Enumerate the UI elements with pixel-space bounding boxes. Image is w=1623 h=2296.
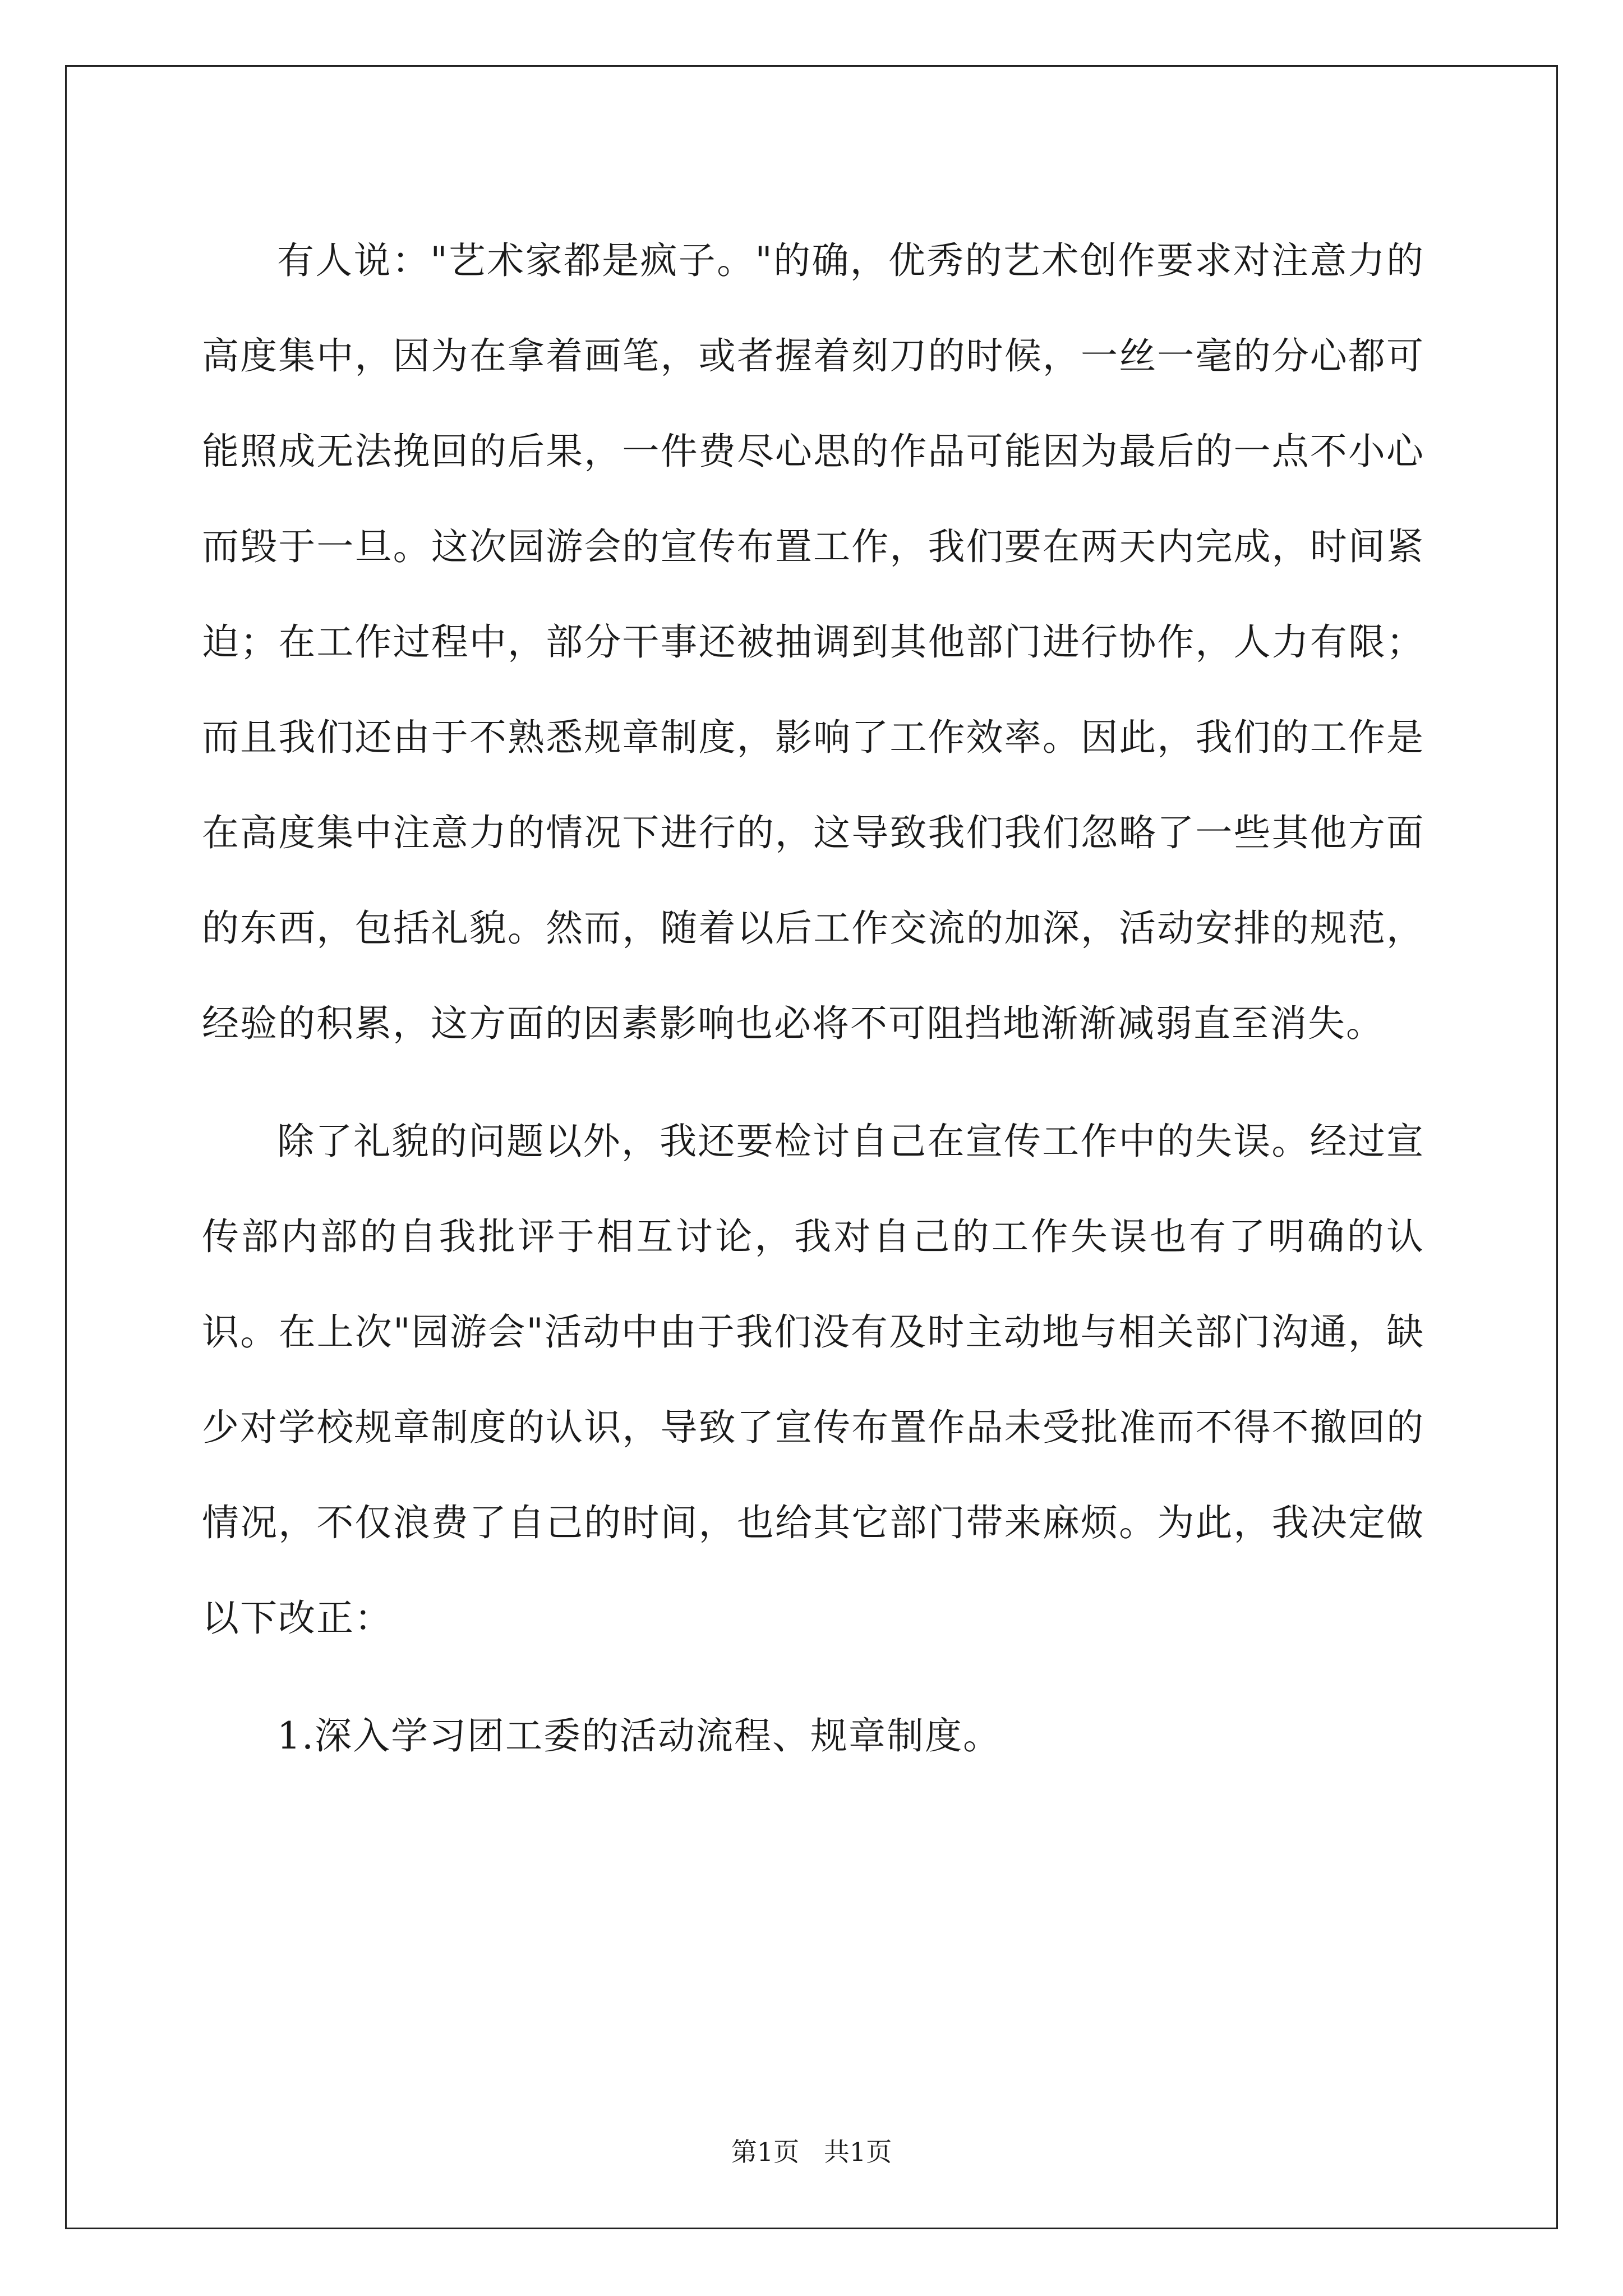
paragraph-2: 除了礼貌的问题以外，我还要检讨自己在宣传工作中的失误。经过宣传部内部的自我批评于相互讨论，我对自己的工作失误也有了明确的认识。在上次"园游会"活动中由于我们没有及时主动地与相关部门沟通，缺少对学校规章制度的认识，导致了宣传布置作品未受批准而不得不撤回的情况，不仅浪费了自己的时间，也给其它部门带来麻烦。为此，我决定做以下改正： — [202, 1120, 1424, 1640]
paragraph-3: 1.深入学习团工委的活动流程、规章制度。 — [277, 1714, 1001, 1757]
document-body — [202, 213, 1424, 1784]
paragraph-1: 有人说："艺术家都是疯子。"的确，优秀的艺术创作要求对注意力的高度集中，因为在拿着画笔，或者握着刻刀的时候，一丝一毫的分心都可能照成无法挽回的后果，一件费尽心思的作品可能因为最后的一点不小心而毁于一旦。这次园游会的宣传布置工作，我们要在两天内完成，时间紧迫；在工作过程中，部分干事还被抽调到其他部门进行协作，人力有限；而且我们还由于不熟悉规章制度，影响了工作效率。因此，我们的工作是在高度集中注意力的情况下进行的，这导致我们我们忽略了一些其他方面的东西，包括礼貌。然而，随着以后工作交流的加深，活动安排的规范，经验的积累，这方面的因素影响也必将不可阻挡地渐渐减弱直至消失。 — [202, 239, 1424, 1045]
page-number-footer: 第1页 共1页 — [731, 2137, 892, 2167]
